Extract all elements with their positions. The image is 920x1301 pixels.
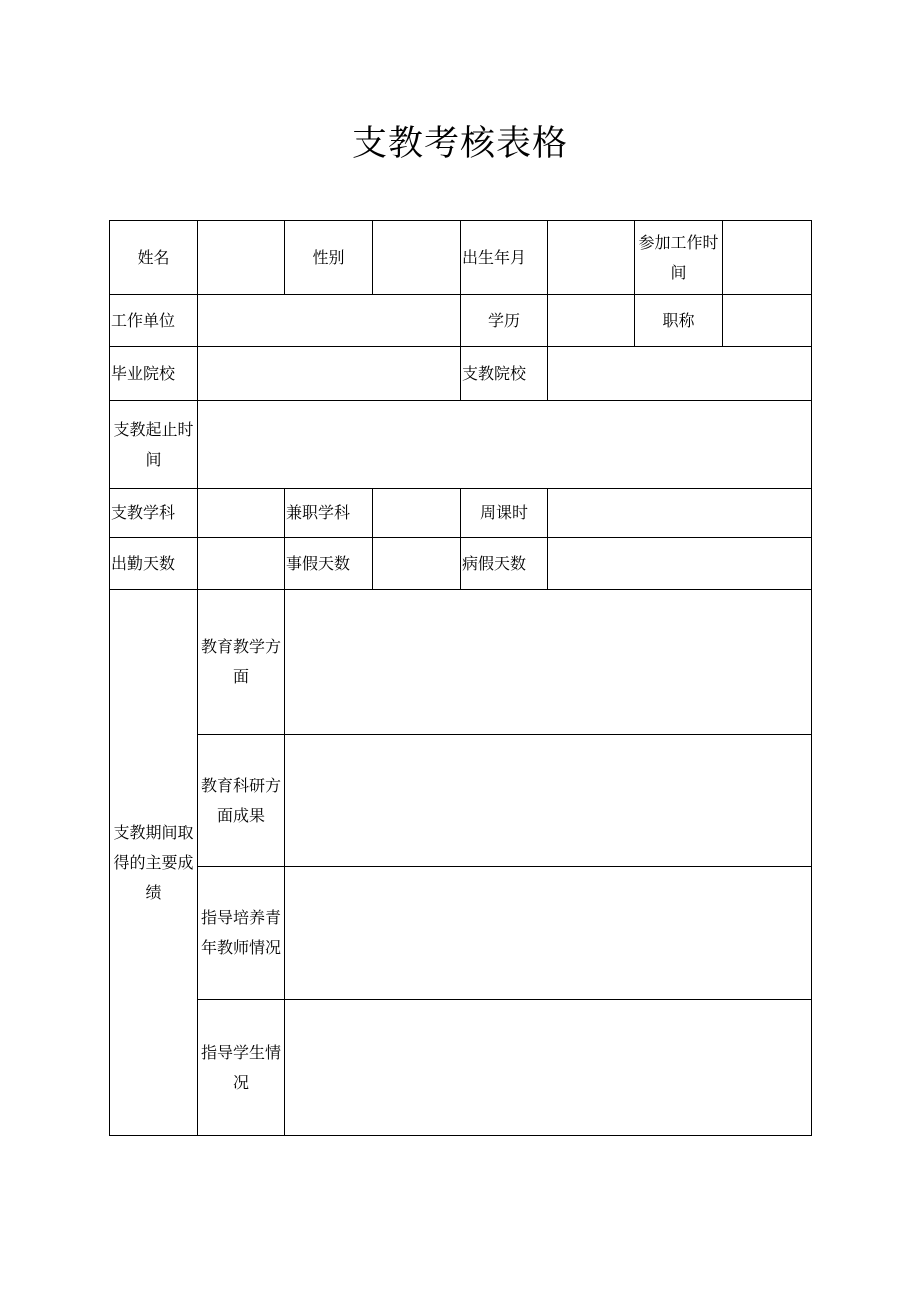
professional-title-label: 职称	[635, 295, 723, 347]
graduate-school-field[interactable]	[198, 347, 461, 401]
mentoring-label: 指导培养青年教师情况	[198, 867, 285, 1000]
table-row	[110, 590, 812, 735]
work-start-label: 参加工作时间	[635, 221, 723, 295]
table-row	[110, 401, 812, 489]
subject-label: 支教学科	[110, 489, 198, 538]
education-field[interactable]	[548, 295, 635, 347]
period-field[interactable]	[198, 401, 812, 489]
weekly-hours-field[interactable]	[548, 489, 812, 538]
research-field[interactable]	[285, 735, 812, 867]
achievements-group-label: 支教期间取得的主要成绩	[110, 590, 198, 1136]
students-label: 指导学生情况	[198, 1000, 285, 1136]
teaching-field[interactable]	[285, 590, 812, 735]
education-label: 学历	[461, 295, 548, 347]
subject-field[interactable]	[198, 489, 285, 538]
mentoring-field[interactable]	[285, 867, 812, 1000]
sick-leave-label: 病假天数	[461, 538, 548, 590]
birth-field[interactable]	[548, 221, 635, 295]
attendance-field[interactable]	[198, 538, 285, 590]
table-row	[110, 867, 812, 1000]
gender-field[interactable]	[373, 221, 461, 295]
work-unit-field[interactable]	[198, 295, 461, 347]
table-row	[110, 295, 812, 347]
parttime-subject-label: 兼职学科	[285, 489, 373, 538]
work-start-field[interactable]	[723, 221, 812, 295]
parttime-subject-field[interactable]	[373, 489, 461, 538]
professional-title-field[interactable]	[723, 295, 812, 347]
research-label: 教育科研方面成果	[198, 735, 285, 867]
sick-leave-field[interactable]	[548, 538, 812, 590]
birth-label: 出生年月	[461, 221, 548, 295]
assessment-form-table	[109, 220, 812, 1136]
name-label: 姓名	[110, 221, 198, 295]
support-school-field[interactable]	[548, 347, 812, 401]
support-school-label: 支教院校	[461, 347, 548, 401]
page-title: 支教考核表格	[351, 124, 568, 164]
table-row	[110, 1000, 812, 1136]
weekly-hours-label: 周课时	[461, 489, 548, 538]
table-row	[110, 221, 812, 295]
teaching-label: 教育教学方面	[198, 590, 285, 735]
work-unit-label: 工作单位	[110, 295, 198, 347]
table-row	[110, 489, 812, 538]
table-row	[110, 347, 812, 401]
attendance-label: 出勤天数	[110, 538, 198, 590]
graduate-school-label: 毕业院校	[110, 347, 198, 401]
name-field[interactable]	[198, 221, 285, 295]
table-row	[110, 735, 812, 867]
personal-leave-label: 事假天数	[285, 538, 373, 590]
gender-label: 性别	[285, 221, 373, 295]
period-label: 支教起止时间	[110, 401, 198, 489]
personal-leave-field[interactable]	[373, 538, 461, 590]
table-row	[110, 538, 812, 590]
students-field[interactable]	[285, 1000, 812, 1136]
